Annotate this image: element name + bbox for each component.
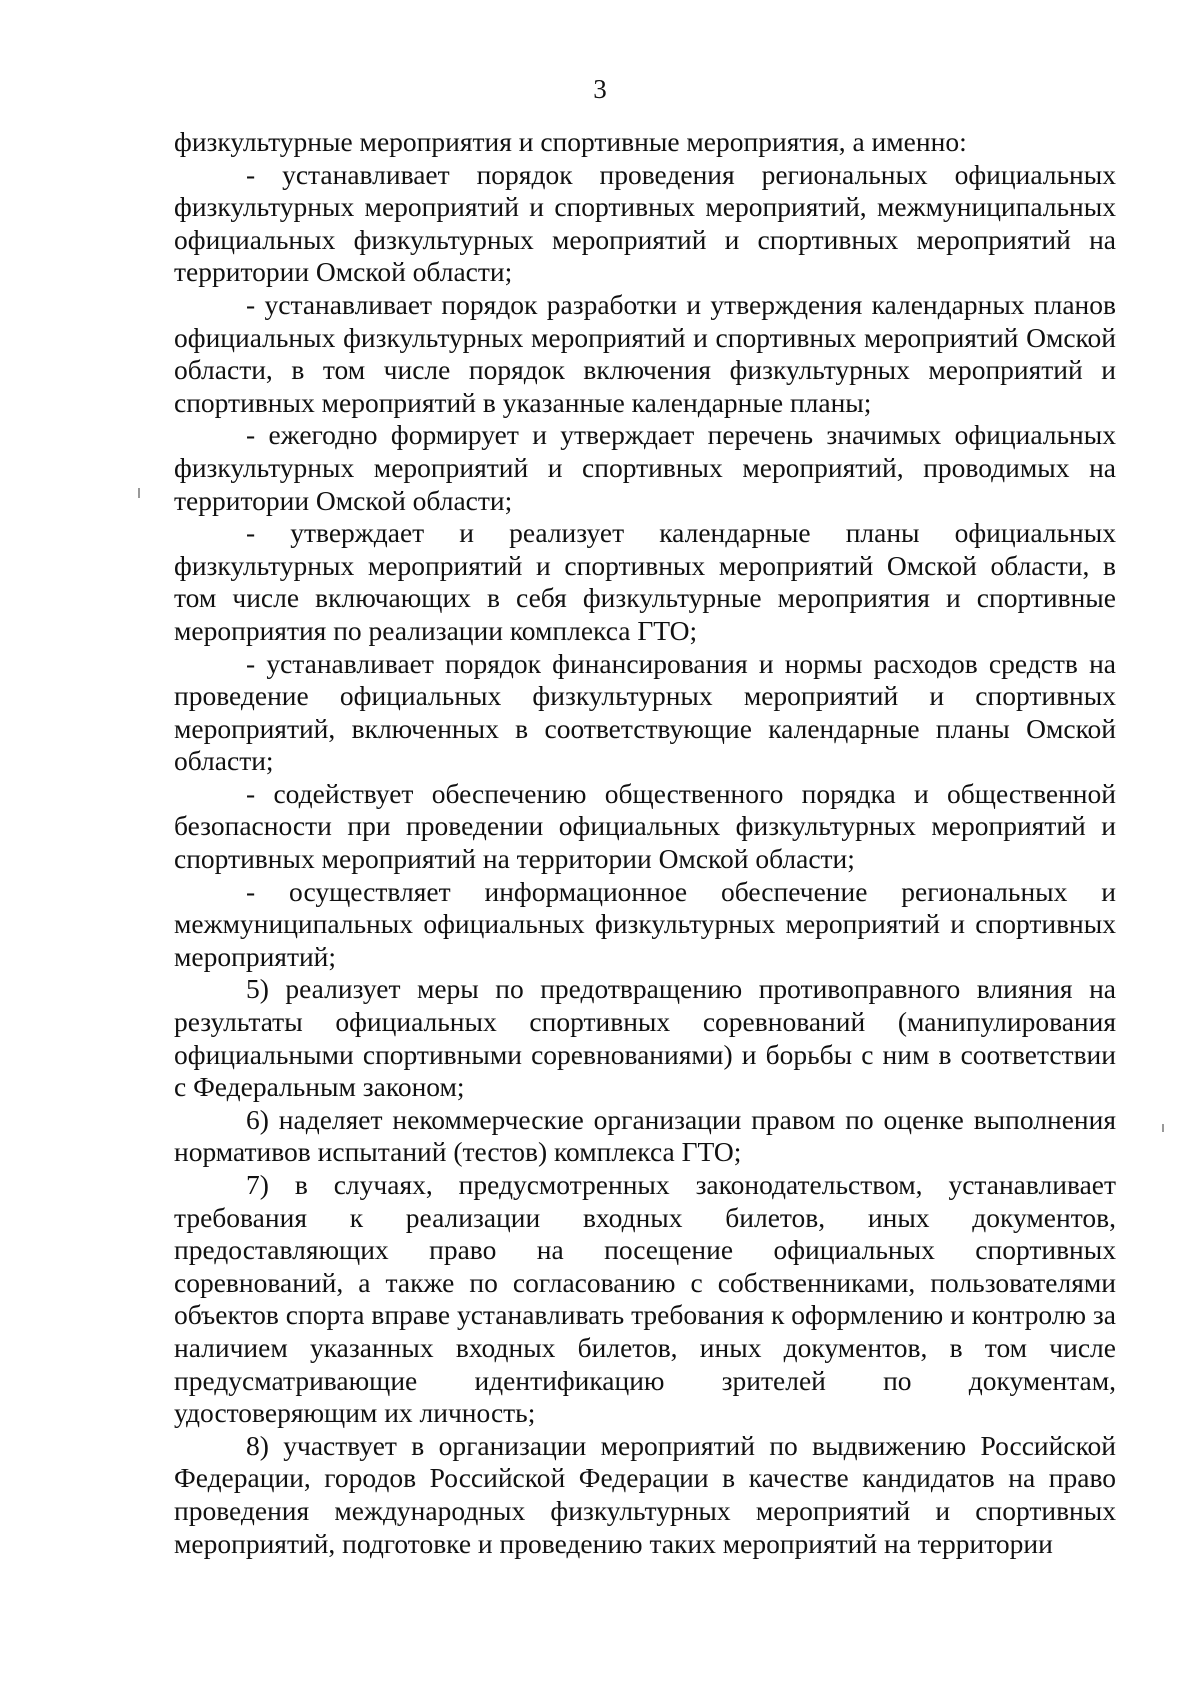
numbered-item-5: 5) реализует меры по предотвращению противоправного влияния на результаты официальных спортивных соревнований (манипулирования официальными спортивными соревнованиями) и борьбы с ним в соответствии с Федеральным законом; — [174, 973, 1116, 1103]
list-item-financing-procedure: - устанавливает порядок финансирования и нормы расходов средств на проведение официальных физкультурных мероприятий и спортивных мероприятий, включенных в соответствующие календарные планы Омской области; — [174, 647, 1116, 777]
list-item-significant-events-list: - ежегодно формирует и утверждает перечень значимых официальных физкультурных мероприятий и спортивных мероприятий, проводимых на территории Омской области; — [174, 419, 1116, 516]
numbered-item-8: 8) участвует в организации мероприятий по выдвижению Российской Федерации, городов Российской Федерации в качестве кандидатов на право проведения международных физкультурных мероприятий и спортивных мероприятий, подготовке и проведению таких мероприятий на территории — [174, 1429, 1116, 1559]
list-item-calendar-plans-procedure: - устанавливает порядок разработки и утверждения календарных планов официальных физкультурных мероприятий и спортивных мероприятий Омской области, в том числе порядок включения физкультурных мероприятий и спортивных мероприятий в указанные календарные планы; — [174, 288, 1116, 418]
scan-speck-left — [138, 488, 140, 498]
numbered-item-7: 7) в случаях, предусмотренных законодательством, устанавливает требования к реализации входных билетов, иных документов, предоставляющих право на посещение официальных спортивных соревнований, а также по согласованию с собственниками, пользователями объектов спорта вправе устанавливать требования к оформлению и контролю за наличием указанных входных билетов, иных документов, в том числе предусматривающие идентификацию зрителей по документам, удостоверяющим их личность; — [174, 1169, 1116, 1429]
list-item-information-support: - осуществляет информационное обеспечение региональных и межмуниципальных официальных физкультурных мероприятий и спортивных мероприятий; — [174, 875, 1116, 972]
list-item-regional-events-procedure: - устанавливает порядок проведения региональных официальных физкультурных мероприятий и спортивных мероприятий, межмуниципальных официальных физкультурных мероприятий и спортивных мероприятий на территории Омской области; — [174, 158, 1116, 288]
scan-speck-right — [1162, 1124, 1164, 1132]
paragraph-intro: физкультурные мероприятия и спортивные мероприятия, а именно: — [174, 126, 967, 157]
numbered-item-6: 6) наделяет некоммерческие организации правом по оценке выполнения нормативов испытаний (тестов) комплекса ГТО; — [174, 1103, 1116, 1168]
document-body — [174, 126, 1116, 1560]
list-item-public-order: - содействует обеспечению общественного порядка и общественной безопасности при проведении официальных физкультурных мероприятий и спортивных мероприятий на территории Омской области; — [174, 777, 1116, 875]
page-number: 3 — [593, 74, 607, 104]
list-item-approve-calendar-plans: - утверждает и реализует календарные планы официальных физкультурных мероприятий и спортивных мероприятий Омской области, в том числе включающих в себя физкультурные мероприятия и спортивные мероприятия по реализации комплекса ГТО; — [174, 517, 1116, 646]
